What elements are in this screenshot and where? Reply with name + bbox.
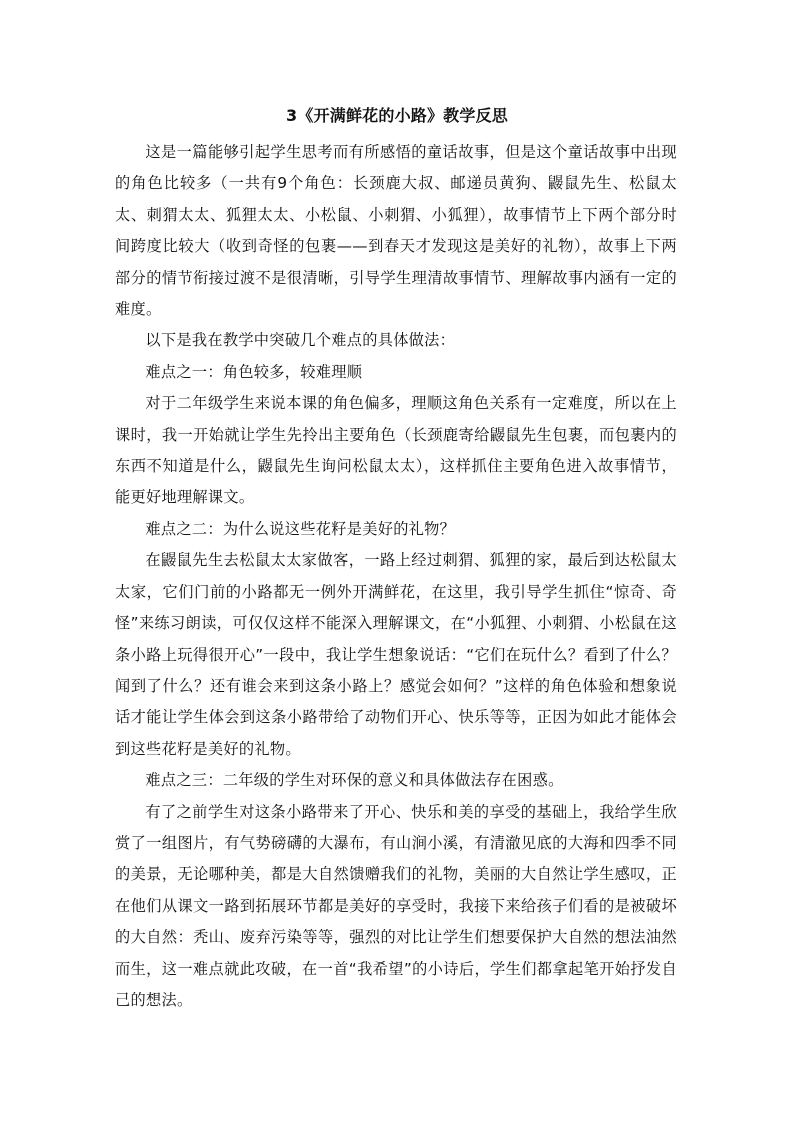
heading-difficulty-two: 难点之二：为什么说这些花籽是美好的礼物？ <box>145 519 456 538</box>
paragraph-difficulty-three: 有了之前学生对这条小路带来了开心、快乐和美的享受的基础上，我给学生欣赏了一组图片，有气势磅礴的大瀑布，有山涧小溪，有清澈见底的大海和四季不同的美景，无论哪种美，都是大自然馈赠我们的礼物，美丽的大自然让学生感叹，正在他们从课文一路到拓展环节都是美好的享受时，我接下来给孩子们看的是被破坏的大自然：秃山、废弃污染等等，强烈的对比让学生们想要保护大自然的想法油然而生，这一难点就此攻破，在一首“我希望”的小诗后，学生们都拿起笔开始抒发自己的想法。 <box>115 802 677 1009</box>
heading-difficulty-one: 难点之一：角色较多，较难理顺 <box>145 362 363 381</box>
document-title: 3《开满鲜花的小路》教学反思 <box>286 106 508 125</box>
document-body <box>115 137 677 1016</box>
paragraph-difficulty-two: 在鼹鼠先生去松鼠太太家做客，一路上经过刺猬、狐狸的家，最后到达松鼠太太家，它们门前的小路都无一例外开满鲜花，在这里，我引导学生抓住“惊奇、奇怪”来练习朗读，可仅仅这样不能深入理解课文，在“小狐狸、小刺猬、小松鼠在这条小路上玩得很开心”一段中，我让学生想象说话：“它们在玩什么？看到了什么？闻到了什么？还有谁会来到这条小路上？感觉会如何？”这样的角色体验和想象说话才能让学生体会到这条小路带给了动物们开心、快乐等等，正因为如此才能体会到这些花籽是美好的礼物。 <box>115 551 677 758</box>
paragraph-difficulty-one: 对于二年级学生来说本课的角色偏多，理顺这角色关系有一定难度，所以在上课时，我一开始就让学生先拎出主要角色（长颈鹿寄给鼹鼠先生包裹，而包裹内的东西不知道是什么，鼹鼠先生询问松鼠太太），这样抓住主要角色进入故事情节，能更好地理解课文。 <box>115 394 677 507</box>
paragraph-intro: 这是一篇能够引起学生思考而有所感悟的童话故事，但是这个童话故事中出现的角色比较多（一共有9个角色：长颈鹿大叔、邮递员黄狗、鼹鼠先生、松鼠太太、刺猬太太、狐狸太太、小松鼠、小刺猬、小狐狸），故事情节上下两个部分时间跨度比较大（收到奇怪的包裹——到春天才发现这是美好的礼物），故事上下两部分的情节衔接过渡不是很清晰，引导学生理清故事情节、理解故事内涵有一定的难度。 <box>115 143 677 319</box>
heading-difficulty-three: 难点之三：二年级的学生对环保的意义和具体做法存在困惑。 <box>145 771 564 790</box>
paragraph-overview: 以下是我在教学中突破几个难点的具体做法： <box>145 331 456 350</box>
